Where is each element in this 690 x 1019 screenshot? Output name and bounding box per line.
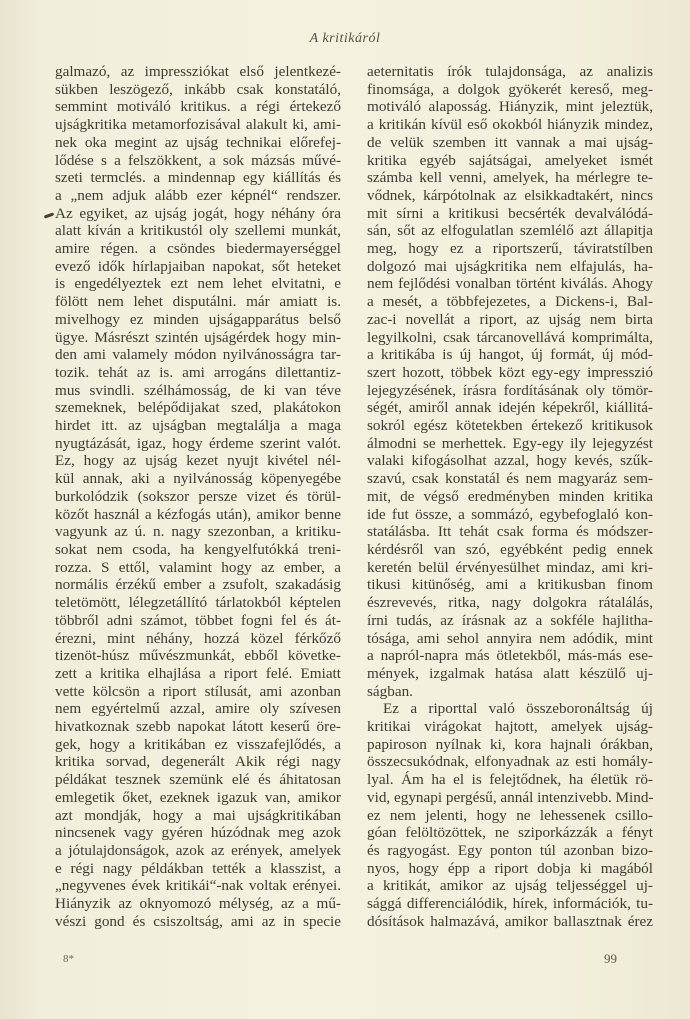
text-line: nincsenek vagy gyéren húzódnak meg azok xyxy=(55,824,341,842)
text-line: galmazó, az impressziókat első jelentkezé- xyxy=(55,63,341,80)
text-line: vészi gond és csiszoltság, ami az in specie xyxy=(55,912,341,930)
text-line: finomsága, a dolgok gyökerét kereső, meg- xyxy=(367,80,653,98)
text-line: szavú, csak konstatál és nem magyaráz sem- xyxy=(367,470,653,488)
text-line: sán, sőt az elfogulatlan szemlélő azt állapitja xyxy=(367,222,653,240)
text-line: motiváló alaposság. Hiányzik, mint jeleztük, xyxy=(367,98,653,116)
text-line: Ez, hogy az ujság kezet nyujt kivétel nél- xyxy=(55,452,341,470)
text-line: nem egyértelmű azzal, amire oly szívesen xyxy=(55,700,341,718)
text-line: sokról egész kötetekben értekező kritikusok xyxy=(367,417,653,435)
text-line: emlegetik őket, ezeknek igazuk van, amikor xyxy=(55,788,341,806)
text-line: szert hozott, többek közt egy-egy impresszió xyxy=(367,363,653,381)
text-line: példákat tesznek szemünk elé és áhitatosan xyxy=(55,771,341,789)
text-line: aeternitatis írók tulajdonsága, az analizis xyxy=(367,63,653,80)
text-line: sokat nem csoda, ha kengyelfutókká treni- xyxy=(55,540,341,558)
text-line: nyos, hogy épp a riport dobja ki magából xyxy=(367,859,653,877)
text-line: hivatkoznak szebb napokat látott keserű öre- xyxy=(55,718,341,736)
signature-mark: 8* xyxy=(63,953,74,965)
text-line: ságban. xyxy=(367,682,413,700)
text-line: kritika egyéb sajátságai, amelyeket ismét xyxy=(367,151,653,169)
text-line: kritikai virágokat hajtott, amelyek ujság- xyxy=(367,718,653,736)
text-line: vagyunk az ú. n. nagy szezonban, a kritiku- xyxy=(55,523,341,541)
text-line: ügye. Másrészt szintén ujságérdek hogy min- xyxy=(55,328,341,346)
text-line: meg, hogy ez a riportszerű, táviratstílben xyxy=(367,240,653,258)
text-line: nek oka megint az ujság technikai előrefej- xyxy=(55,133,341,151)
text-line: semmint motiváló kritikus. a régi értekező xyxy=(55,98,341,116)
text-line: nyugtázását, igaz, hogy érdeme szerint valót. xyxy=(55,434,341,452)
margin-pen-mark xyxy=(44,212,54,218)
text-line: közőt használ a kézfogás után), amikor benne xyxy=(55,505,341,523)
text-line: tozik. tehát az is. ami arrogáns dilettantiz- xyxy=(55,363,341,381)
text-line: többről adni számot, többet fogni fel és át- xyxy=(55,611,341,629)
text-line: rozza. S ettől, valamint hogy az ember, a xyxy=(55,558,341,576)
text-line: a kritikán kívül eső okokból hiányzik mindez, xyxy=(367,116,653,134)
text-line: lődése s a felszökkent, a sok mázsás művé- xyxy=(55,151,341,169)
text-line: a „nem adjuk alább ezer képnél“ rendszer. xyxy=(55,186,341,204)
text-line: vődnek, kárpótolnak az elsikkadtakért, nincs xyxy=(367,186,653,204)
text-line: legyilkolni, csak tárcanovellává komprimálta, xyxy=(367,328,653,346)
text-line: és ragyogást. Egy ponton túl azonban bizo- xyxy=(367,841,653,859)
text-line: zac-i novellát a riport, az ujság nem birta xyxy=(367,310,653,328)
text-line: lejegyzésének, írásra fordításának oly tömör- xyxy=(367,381,653,399)
text-line: tósága, ami sehol annyira nem adódik, mint xyxy=(367,629,653,647)
text-line: ide fut össze, a sommázó, egybefoglaló kon- xyxy=(367,505,653,523)
text-line: lyal. Ám ha el is felejtődnek, ha életük rö- xyxy=(367,771,653,789)
text-line: sággá differenciálódik, hírek, információk, tu- xyxy=(367,895,653,913)
text-line: evező idők hírlapjaiban napokat, sőt heteket xyxy=(55,257,341,275)
text-line: papiroson nyílnak ki, kora hajnali órákban, xyxy=(367,735,653,753)
text-line: vette kölcsön a riport stílusát, ami azonban xyxy=(55,682,341,700)
text-line: den ami valamely módon nyilvánosságra tar- xyxy=(55,346,341,364)
page-number: 99 xyxy=(604,951,617,966)
text-line: e régi nagy példákban tették a klasszist, a xyxy=(55,859,341,877)
text-line: burkolódzik (sokszor persze vizet és törül- xyxy=(55,487,341,505)
text-line: szeti termclés. a mindennap egy kiállítás és xyxy=(55,169,341,187)
text-line: szemeknek, belépődijakat szed, plakátokon xyxy=(55,399,341,417)
text-line: a jótulajdonságok, azok az erények, amelyek xyxy=(55,841,341,859)
text-line: érezni, mint néhány, hozzá közel férkőző xyxy=(55,629,341,647)
text-line: góan felöltözöttek, ne sziporkázzák a fényt xyxy=(367,824,653,842)
text-line: statálásba. Itt tehát csak forma és módszer- xyxy=(367,523,653,541)
text-line: teletömött, lélegzetállító tárlatokból képtelen xyxy=(55,594,341,612)
text-line: vid, egynapi pergésű, annál intenzivebb. Mind- xyxy=(367,788,654,806)
text-line: kritika sorvad, degenerált Akik régi nagy xyxy=(55,753,341,771)
text-line: azt mondják, hogy a mai ujságkritikában xyxy=(55,806,341,824)
text-line: észrevevés, ritka, nagy dolgokra rátalálás, xyxy=(367,594,653,612)
text-line: mit, de végső eredményben minden kritika xyxy=(367,487,653,505)
text-line: a napról-napra más ötletekből, más-más ese- xyxy=(367,647,653,665)
text-line: a mesét, a többfejezetes, a Dickens-i, Bal- xyxy=(367,293,653,311)
text-line: de velük szemben itt vannak a mai ujság- xyxy=(367,133,653,151)
text-line: számba kell venni, amelyek, ha mérlegre te- xyxy=(367,169,653,187)
text-line: tikusi kitünőség, ami a kritikusban finom xyxy=(367,576,653,594)
text-line: gek, hogy a kritikában ez visszafejlődés, a xyxy=(55,735,341,753)
left-column xyxy=(55,63,341,930)
text-line: ségét, amiről annak idején képekről, kiállitá- xyxy=(367,399,653,417)
text-line: mények, izgalmak hatása alatt készülő uj- xyxy=(367,664,653,682)
text-line: álmodni se merhettek. Egy-egy ily lejegyzést xyxy=(367,434,653,452)
text-line: dósítások halmazává, amikor ballasztnak érez xyxy=(367,912,653,930)
text-line: sükben leszögező, inkább csak konstatáló, xyxy=(55,80,341,98)
text-line: ez nem jelenti, hogy ne lehessenek csillo- xyxy=(367,806,653,824)
text-line: Az egyiket, az ujság jogát, hogy néhány óra xyxy=(55,204,341,222)
right-column xyxy=(367,63,653,930)
text-line: nem fejlődési vonalban történt kiválás. Ahogy xyxy=(367,275,653,293)
text-line: „negyvenes évek kritikái“-nak voltak erényei. xyxy=(55,877,341,895)
text-line: Ez a riporttal való összeboronáltság új xyxy=(383,700,653,718)
text-line: összecsukódnak, elfonyadnak az esti homály- xyxy=(367,753,653,771)
text-line: zett a kritika elhajlása a riport felé. Emiatt xyxy=(55,664,341,682)
text-line: kül annak, aki a nyilvánosság köpenyegébe xyxy=(55,470,341,488)
text-line: is engedélyeztek ezt nem lehet elvitatni, e xyxy=(55,275,341,293)
text-line: alatt kíván a kritikustól oly szellemi munkát, xyxy=(55,222,341,240)
text-line: a kritikát, amikor az ujság teljességgel uj- xyxy=(367,877,653,895)
running-head: A kritikáról xyxy=(309,31,381,46)
text-line: ujságkritika metamorfozisával alakult ki, ami- xyxy=(55,116,341,134)
text-line: írni tudás, az írásnak az a sokféle hajlitha- xyxy=(367,611,653,629)
text-line: mit sírni a kritikusi becsérték devalválódá- xyxy=(367,204,653,222)
text-line: keretén belül érvényesülhet mindaz, ami kri- xyxy=(367,558,653,576)
text-line: normális érzékű ember a zsufolt, szakadásig xyxy=(55,576,341,594)
text-line: amire régen. a csöndes biedermayerséggel xyxy=(55,240,341,258)
text-line: hirdet itt. az ujságban megtalálja a maga xyxy=(55,417,341,435)
text-line: mivelhogy ez minden ujságapparátus belső xyxy=(55,310,341,328)
text-line: mus svindli. szélhámosság, de ki van téve xyxy=(55,381,341,399)
text-line: a kritikába is új hangot, új formát, új mód- xyxy=(367,346,653,364)
text-line: dolgozó mai ujságkritika nem elfajulás, ha- xyxy=(367,257,653,275)
text-line: fölött nem lehet disputálni. már amiatt is. xyxy=(55,293,341,311)
text-line: kérdésről van szó, egyébként pedig ennek xyxy=(367,540,653,558)
text-line: tizenöt-húsz művészmunkát, ebből követke- xyxy=(55,647,341,665)
text-line: valaki kifogásolhat azzal, hogy kevés, szűk- xyxy=(367,452,653,470)
text-line: Hiányzik az oknyomozó mélység, az a mű- xyxy=(55,895,341,913)
